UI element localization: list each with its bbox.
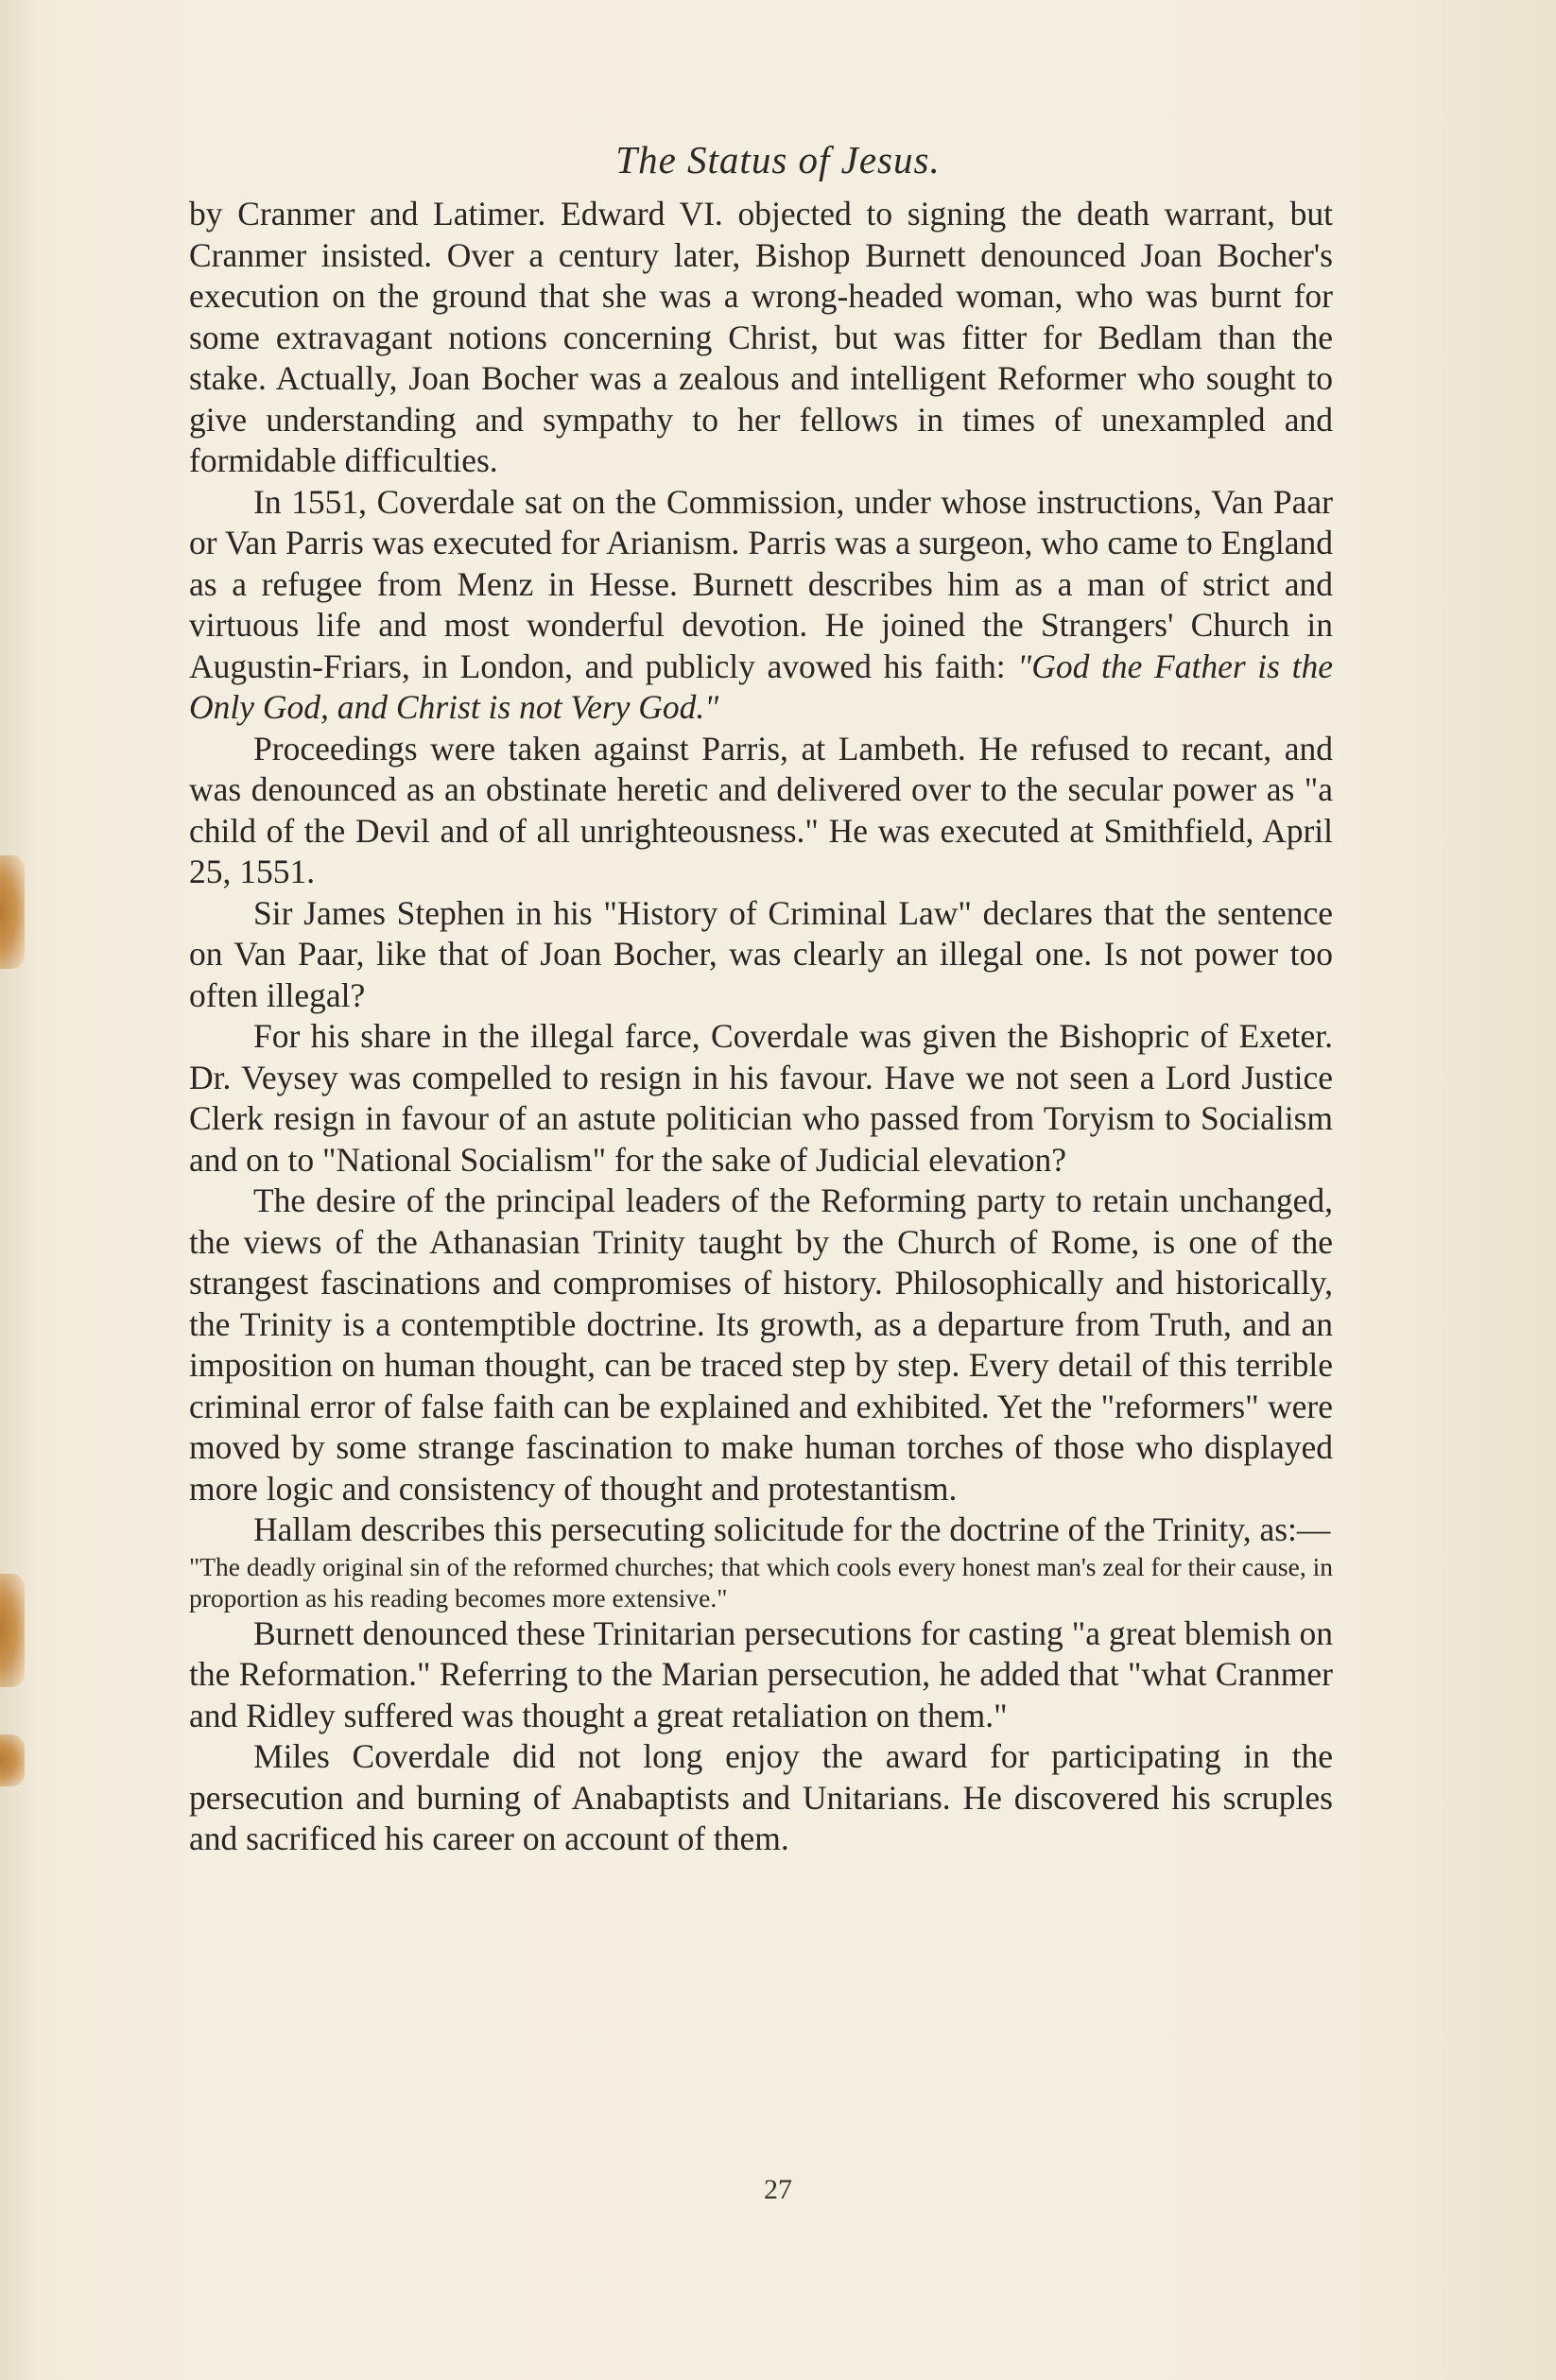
foxing-stain <box>0 1734 25 1786</box>
body-text <box>189 194 1333 1860</box>
paragraph: Hallam describes this persecuting solicitude for the doctrine of the Trinity, as:— <box>253 1510 1331 1548</box>
foxing-stain <box>0 1574 25 1687</box>
page-number: 27 <box>764 2174 792 2205</box>
paragraph: Proceedings were taken against Parris, at Lambeth. He refused to recant, and was denounced as an obstinate heretic and delivered over to the secular power as "a child of the Devil and of all unrighteousness." He was executed at Smithfield, April 25, 1551. <box>189 729 1333 890</box>
italic-quote: "God the Father is the Only God, and Christ is not Very God." <box>189 647 1334 726</box>
block-quote: "The deadly original sin of the reformed churches; that which cools every honest man's zeal for their cause, in proportion as his reading becomes more extensive." <box>189 1551 1333 1613</box>
paragraph: The desire of the principal leaders of the Reforming party to retain unchanged, the views of the Athanasian Trinity taught by the Church of Rome, is one of the strangest fascinations and compromises of history. Philosophically and historically, the Trinity is a contemptible doctrine. Its growth, as a departure from Truth, and an imposition on human thought, can be traced step by step. Every detail of this terrible criminal error of false faith can be explained and exhibited. Yet the "reformers" were moved by some strange fascination to make human torches of those who displayed more logic and consistency of thought and protestantism. <box>189 1181 1333 1508</box>
paragraph: Burnett denounced these Trinitarian persecutions for casting "a great blemish on the Reformation." Referring to the Marian persecution, he added that "what Cranmer and Ridley suffered was thought a great retaliation on them." <box>189 1613 1333 1734</box>
paragraph: For his share in the illegal farce, Coverdale was given the Bishopric of Exeter. Dr. Veysey was compelled to resign in his favour. Have we not seen a Lord Justice Clerk resign in favour of an astute politician who passed from Toryism to Socialism and on to "National Socialism" for the sake of Judicial elevation? <box>189 1017 1333 1179</box>
foxing-stain <box>0 855 25 969</box>
paragraph: Sir James Stephen in his "History of Criminal Law" declares that the sentence on Van Paar, like that of Joan Bocher, was clearly an illegal one. Is not power too often illegal? <box>189 893 1333 1014</box>
paragraph: by Cranmer and Latimer. Edward VI. objected to signing the death warrant, but Cranmer insisted. Over a century later, Bishop Burnett denounced Joan Bocher's execution on the ground that she was a wrong-headed woman, who was burnt for some extravagant notions concerning Christ, but was fitter for Bedlam than the stake. Actually, Joan Bocher was a zealous and intelligent Reformer who sought to give understanding and sympathy to her fellows in times of unexampled and formidable difficulties. <box>189 195 1333 479</box>
paragraph <box>189 482 1333 729</box>
paragraph: Miles Coverdale did not long enjoy the award for participating in the persecution and burning of Anabaptists and Unitarians. He discovered his scruples and sacrificed his career on account of them. <box>189 1737 1333 1857</box>
paragraph-text: In 1551, Coverdale sat on the Commission, under whose instructions, Van Paar or Van Parris was executed for Arianism. Parris was a surgeon, who came to England as a refugee from Menz in Hesse. Burnett describes him as a man of strict and virtuous life and most wonderful devotion. He joined the Strangers' Church in Augustin-Friars, in London, and publicly avowed his faith: <box>189 482 1333 685</box>
running-head: The Status of Jesus. <box>615 138 941 181</box>
